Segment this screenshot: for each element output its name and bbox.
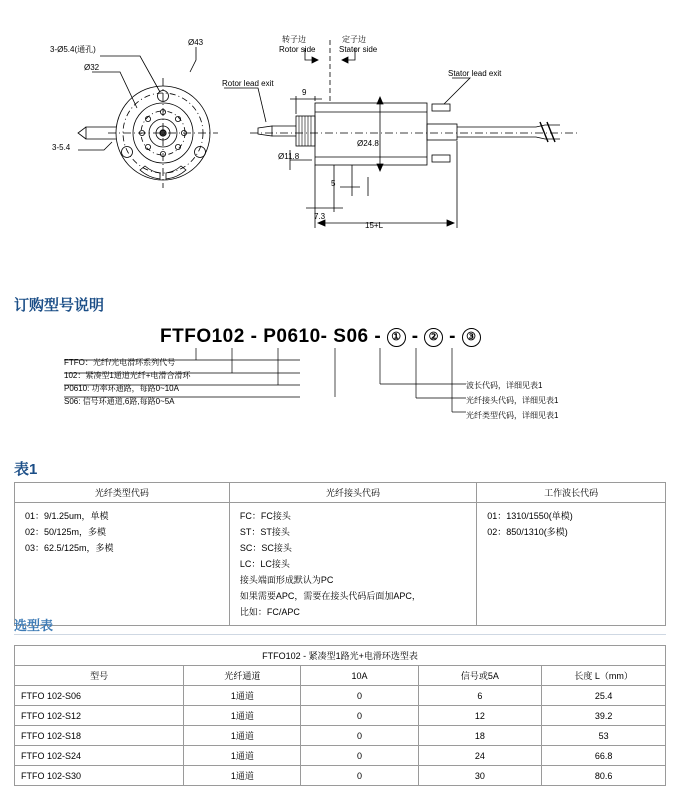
row0-signal: 6 xyxy=(418,686,542,706)
oc-part-p06: P06 xyxy=(263,326,299,347)
table-row xyxy=(15,766,666,786)
oc-part-10: 10- xyxy=(298,326,328,347)
order-section-title: 订购型号说明 xyxy=(14,297,105,314)
right-note-2: 光纤类型代码，详细见表1 xyxy=(466,411,559,420)
row3-model: FTFO 102-S24 xyxy=(15,746,184,766)
row0-model: FTFO 102-S06 xyxy=(15,686,184,706)
label-dim-d24-8: Ø24.8 xyxy=(357,139,379,148)
oc-marker-2: ② xyxy=(424,328,443,347)
label-rotor-side-cn: 转子边 xyxy=(282,35,306,44)
label-d3-5-4: 3-5.4 xyxy=(52,143,71,152)
label-rotor-lead-exit: Rotor lead exit xyxy=(222,79,274,88)
row1-signal: 12 xyxy=(418,706,542,726)
row0-channel: 1通道 xyxy=(184,686,301,706)
label-holes: 3-Ø5.4(通孔) xyxy=(50,45,96,54)
row4-model: FTFO 102-S30 xyxy=(15,766,184,786)
row0-length: 25.4 xyxy=(542,686,666,706)
legend-item-0: FTFO：光纤/光电滑环系列代号 xyxy=(64,358,176,367)
row1-model: FTFO 102-S12 xyxy=(15,706,184,726)
table-row xyxy=(15,726,666,746)
table-row xyxy=(15,746,666,766)
label-dim-5: 5 xyxy=(331,179,336,188)
selection-divider xyxy=(14,634,666,635)
row4-channel: 1通道 xyxy=(184,766,301,786)
table-row xyxy=(15,706,666,726)
table-row xyxy=(15,686,666,706)
table-1 xyxy=(14,482,666,626)
row2-signal: 18 xyxy=(418,726,542,746)
connector-0: FC：FC接头 xyxy=(239,511,291,521)
label-dim-15L: 15+L xyxy=(365,221,384,230)
connector-1: ST：ST接头 xyxy=(239,527,290,537)
row4-signal: 30 xyxy=(418,766,542,786)
table2-header-row xyxy=(15,666,666,686)
table1-body-row xyxy=(15,503,666,626)
label-d32: Ø32 xyxy=(84,63,100,72)
table1-cell-fiber-types xyxy=(15,503,230,626)
oc-dash-3: - xyxy=(411,326,419,347)
row2-model: FTFO 102-S18 xyxy=(15,726,184,746)
table2-header-1: 光纤通道 xyxy=(184,666,301,686)
oc-marker-3: ③ xyxy=(462,328,481,347)
table1-header-2: 工作波长代码 xyxy=(477,483,666,503)
table1-cell-connectors xyxy=(229,503,476,626)
oc-dash-1: - xyxy=(250,326,258,347)
wavelength-0: 01：1310/1550(单模) xyxy=(487,511,573,521)
row0-10a: 0 xyxy=(301,686,418,706)
oc-marker-1: ① xyxy=(387,328,406,347)
table2-caption: FTFO102 - 紧凑型1路光+电滑环选型表 xyxy=(15,646,666,666)
connector-3: LC：LC接头 xyxy=(239,559,290,569)
fiber-type-0: 01：9/1.25um，单模 xyxy=(25,511,109,521)
fiber-type-2: 03：62.5/125m，多模 xyxy=(25,543,114,553)
row3-channel: 1通道 xyxy=(184,746,301,766)
table2-header-4: 长度 L（mm） xyxy=(542,666,666,686)
table2-header-2: 10A xyxy=(301,666,418,686)
table1-header-row xyxy=(15,483,666,503)
oc-part-ftfo: FTFO xyxy=(160,326,212,347)
row3-10a: 0 xyxy=(301,746,418,766)
connector-4: 接头端面形成默认为PC xyxy=(239,575,334,585)
table2-header-0: 型号 xyxy=(15,666,184,686)
label-dim-d11-8: Ø11.8 xyxy=(278,152,300,161)
row2-channel: 1通道 xyxy=(184,726,301,746)
row3-signal: 24 xyxy=(418,746,542,766)
table1-header-0: 光纤类型代码 xyxy=(15,483,230,503)
table1-section-title: 表1 xyxy=(14,461,38,478)
table1-cell-wavelengths xyxy=(477,503,666,626)
label-dim-9: 9 xyxy=(302,88,307,97)
table1-header-1: 光纤接头代码 xyxy=(229,483,476,503)
row1-channel: 1通道 xyxy=(184,706,301,726)
right-note-1: 光纤接头代码，详细见表1 xyxy=(466,396,559,405)
row4-10a: 0 xyxy=(301,766,418,786)
oc-dash-2: - xyxy=(374,326,382,347)
selection-section-title: 选型表 xyxy=(14,618,54,633)
label-stator-lead-exit: Stator lead exit xyxy=(448,69,502,78)
technical-drawing xyxy=(0,0,680,250)
connector-2: SC：SC接头 xyxy=(239,543,292,553)
table-2-selection xyxy=(14,645,666,786)
order-code-legend xyxy=(64,356,190,408)
row2-10a: 0 xyxy=(301,726,418,746)
table2-header-3: 信号或5A xyxy=(418,666,542,686)
row1-length: 39.2 xyxy=(542,706,666,726)
connector-6: 比如：FC/APC xyxy=(239,607,300,617)
row2-length: 53 xyxy=(542,726,666,746)
drawing-svg xyxy=(0,0,680,250)
row4-length: 80.6 xyxy=(542,766,666,786)
wavelength-1: 02：850/1310(多模) xyxy=(487,527,568,537)
right-note-0: 波长代码，详细见表1 xyxy=(466,381,543,390)
order-code-block xyxy=(0,326,680,446)
order-code-right-notes xyxy=(466,378,558,423)
legend-item-3: S06: 信号环通道,6路,每路0~5A xyxy=(64,397,175,406)
fiber-type-1: 02：50/125m，多模 xyxy=(25,527,107,537)
row1-10a: 0 xyxy=(301,706,418,726)
oc-dash-4: - xyxy=(449,326,456,347)
label-rotor-side-en: Rotor side xyxy=(279,45,316,54)
label-d43: Ø43 xyxy=(188,38,204,47)
legend-item-1: 102：紧凑型1通道光纤+电滑合滑环 xyxy=(64,371,191,380)
row3-length: 66.8 xyxy=(542,746,666,766)
legend-item-2: P0610: 功率环通路，每路0~10A xyxy=(64,384,179,393)
label-stator-side-en: Stator side xyxy=(339,45,378,54)
oc-part-s06: S06 xyxy=(333,326,369,347)
oc-part-102: 102 xyxy=(211,326,245,347)
label-stator-side-cn: 定子边 xyxy=(342,35,366,44)
connector-5: 如果需要APC，需要在接头代码后面加APC， xyxy=(239,591,421,601)
table2-caption-row xyxy=(15,646,666,666)
label-dim-7-3: 7.3 xyxy=(314,212,326,221)
